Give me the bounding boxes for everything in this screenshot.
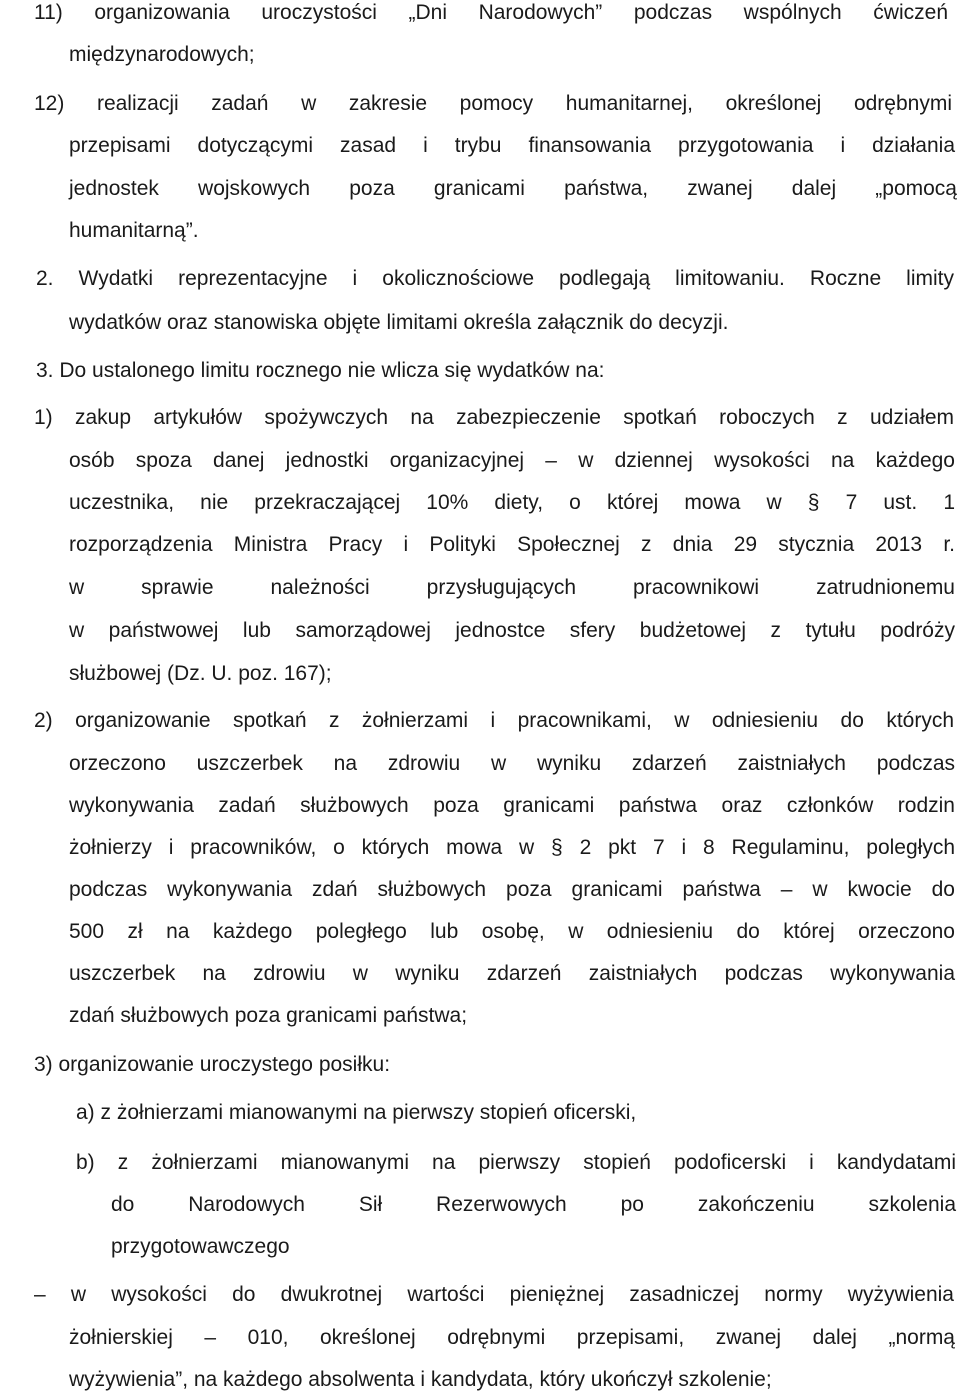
text-line: przepisami dotyczącymi zasad i trybu finansowania przygotowania i działania [69, 134, 955, 157]
text-line: wykonywania zadań służbowych poza granicami państwa oraz członków rodzin [69, 794, 955, 817]
text-line: międzynarodowych; [69, 43, 255, 66]
text-line: do Narodowych Sił Rezerwowych po zakończeniu szkolenia [111, 1193, 956, 1216]
text-line: przygotowawczego [111, 1235, 290, 1258]
text-line: uszczerbek na zdrowiu w wyniku zdarzeń zaistniałych podczas wykonywania [69, 962, 955, 985]
text-line: humanitarną”. [69, 219, 199, 242]
text-line: 500 zł na każdego poległego lub osobę, w odniesieniu do której orzeczono [69, 920, 955, 943]
text-line: 11) organizowania uroczystości „Dni Narodowych” podczas wspólnych ćwiczeń [34, 1, 948, 24]
text-line: uczestnika, nie przekraczającej 10% diety, o której mowa w § 7 ust. 1 [69, 491, 955, 514]
text-line: 3. Do ustalonego limitu rocznego nie wlicza się wydatków na: [36, 359, 605, 382]
text-line: 12) realizacji zadań w zakresie pomocy humanitarnej, określonej odrębnymi [34, 92, 952, 115]
text-line: w państwowej lub samorządowej jednostce sfery budżetowej z tytułu podróży [69, 619, 955, 642]
text-line: 2. Wydatki reprezentacyjne i okolicznościowe podlegają limitowaniu. Roczne limity [36, 267, 954, 290]
text-line: – w wysokości do dwukrotnej wartości pieniężnej zasadniczej normy wyżywienia [34, 1283, 954, 1306]
text-line: rozporządzenia Ministra Pracy i Polityki Społecznej z dnia 29 stycznia 2013 r. [69, 533, 955, 556]
text-line: żołnierskiej – 010, określonej odrębnymi przepisami, zwanej dalej „normą [69, 1326, 955, 1349]
text-line: 2) organizowanie spotkań z żołnierzami i pracownikami, w odniesieniu do których [34, 709, 954, 732]
text-line: 3) organizowanie uroczystego posiłku: [34, 1053, 391, 1076]
text-line: żołnierzy i pracowników, o których mowa w § 2 pkt 7 i 8 Regulaminu, poległych [69, 836, 955, 859]
text-line: b) z żołnierzami mianowanymi na pierwszy stopień podoficerski i kandydatami [76, 1151, 956, 1174]
text-line: orzeczono uszczerbek na zdrowiu w wyniku zdarzeń zaistniałych podczas [69, 752, 955, 775]
text-line: służbowej (Dz. U. poz. 167); [69, 662, 332, 685]
text-line: a) z żołnierzami mianowanymi na pierwszy stopień oficerski, [76, 1101, 637, 1124]
text-line: 1) zakup artykułów spożywczych na zabezpieczenie spotkań roboczych z udziałem [34, 406, 954, 429]
text-line: wyżywienia”, na każdego absolwenta i kandydata, który ukończył szkolenie; [69, 1368, 772, 1391]
text-line: osób spoza danej jednostki organizacyjnej – w dziennej wysokości na każdego [69, 449, 955, 472]
text-line: zdań służbowych poza granicami państwa; [69, 1004, 468, 1027]
text-line: wydatków oraz stanowiska objęte limitami określa załącznik do decyzji. [69, 311, 729, 334]
text-line: podczas wykonywania zdań służbowych poza granicami państwa – w kwocie do [69, 878, 955, 901]
text-line: jednostek wojskowych poza granicami państwa, zwanej dalej „pomocą [69, 177, 957, 200]
text-line: w sprawie należności przysługujących pracownikowi zatrudnionemu [69, 576, 955, 599]
